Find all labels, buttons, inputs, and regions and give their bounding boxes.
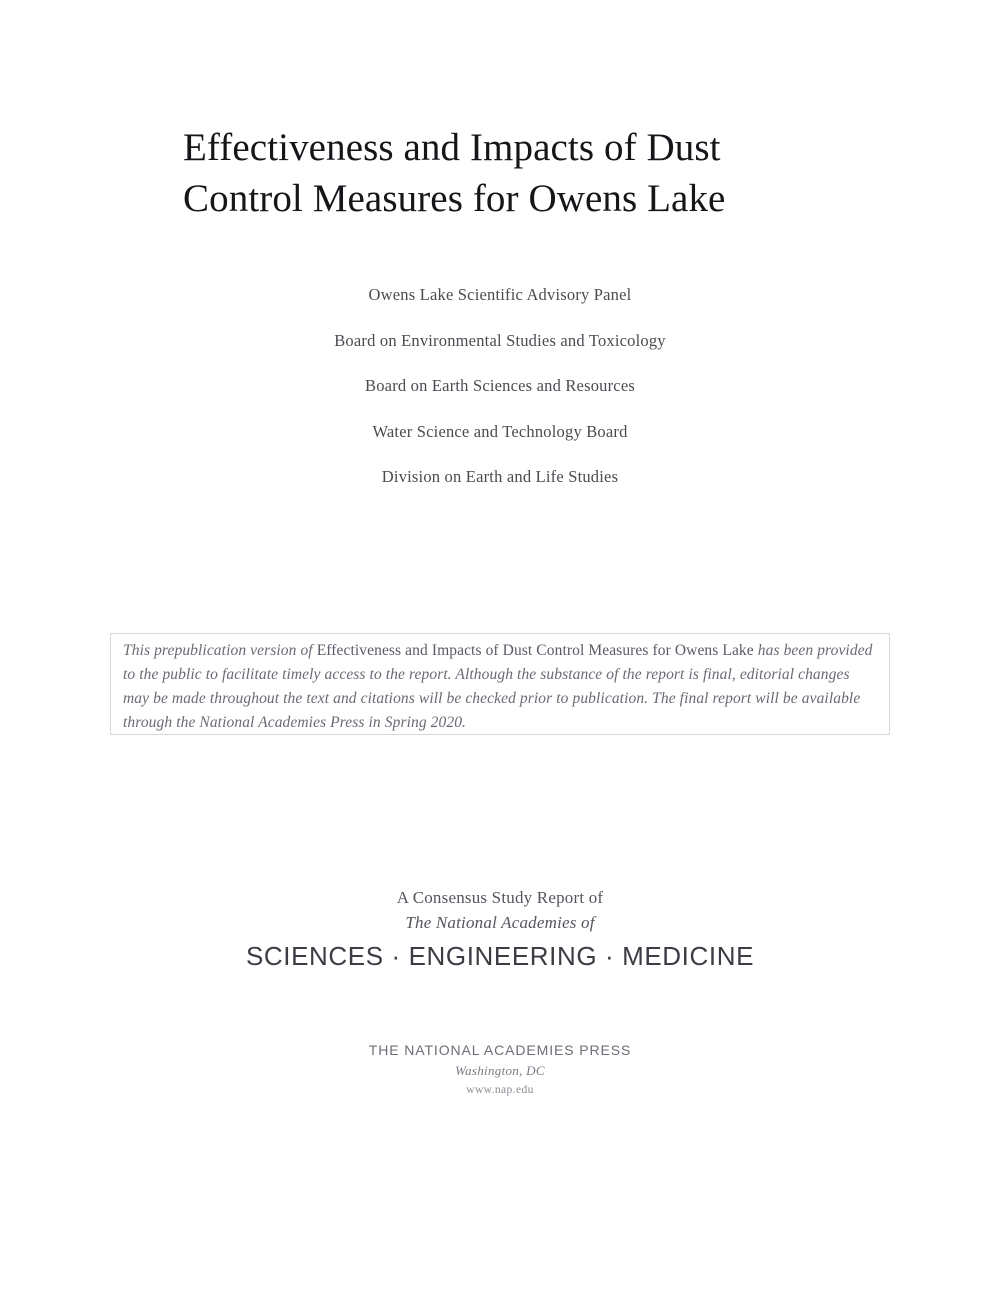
- prepublication-notice-text: [123, 639, 879, 735]
- publisher-name: THE NATIONAL ACADEMIES PRESS: [368, 1042, 632, 1058]
- affiliation-list: [0, 272, 1000, 500]
- affiliation-board-environmental-studies: Board on Environmental Studies and Toxicology: [334, 330, 666, 350]
- affiliation-board-earth-sciences: Board on Earth Sciences and Resources: [365, 376, 635, 395]
- publisher-block: [0, 1040, 1000, 1100]
- affiliation-panel: Owens Lake Scientific Advisory Panel: [368, 285, 632, 304]
- notice-work-title: Effectiveness and Impacts of Dust Control Measures for Owens Lake: [316, 642, 754, 659]
- consensus-report-label: A Consensus Study Report of: [396, 888, 604, 907]
- affiliation-division-earth-life-studies: Division on Earth and Life Studies: [381, 467, 619, 486]
- consensus-study-block: [0, 885, 1000, 975]
- title-line-2: Control Measures for Owens Lake: [183, 177, 726, 220]
- notice-body: has been provided to the public to facilitate timely access to the report. Although the substance of the report is final, editorial changes may be made throughout the text and citations will be checked prior to publication. The final report will be available through the National Academies Press in Spring 2020.: [123, 642, 873, 731]
- publisher-city: Washington, DC: [455, 1063, 545, 1078]
- title-line-1: Effectiveness and Impacts of Dust: [183, 126, 721, 169]
- publisher-url: www.nap.edu: [466, 1084, 534, 1096]
- prepublication-notice-box: [110, 633, 890, 735]
- affiliation-water-science-board: Water Science and Technology Board: [372, 421, 628, 441]
- notice-lead: This prepublication version of: [123, 642, 317, 659]
- page-title: [183, 122, 843, 224]
- academies-wordmark: SCIENCES · ENGINEERING · MEDICINE: [245, 941, 755, 971]
- national-academies-label: The National Academies of: [405, 913, 595, 932]
